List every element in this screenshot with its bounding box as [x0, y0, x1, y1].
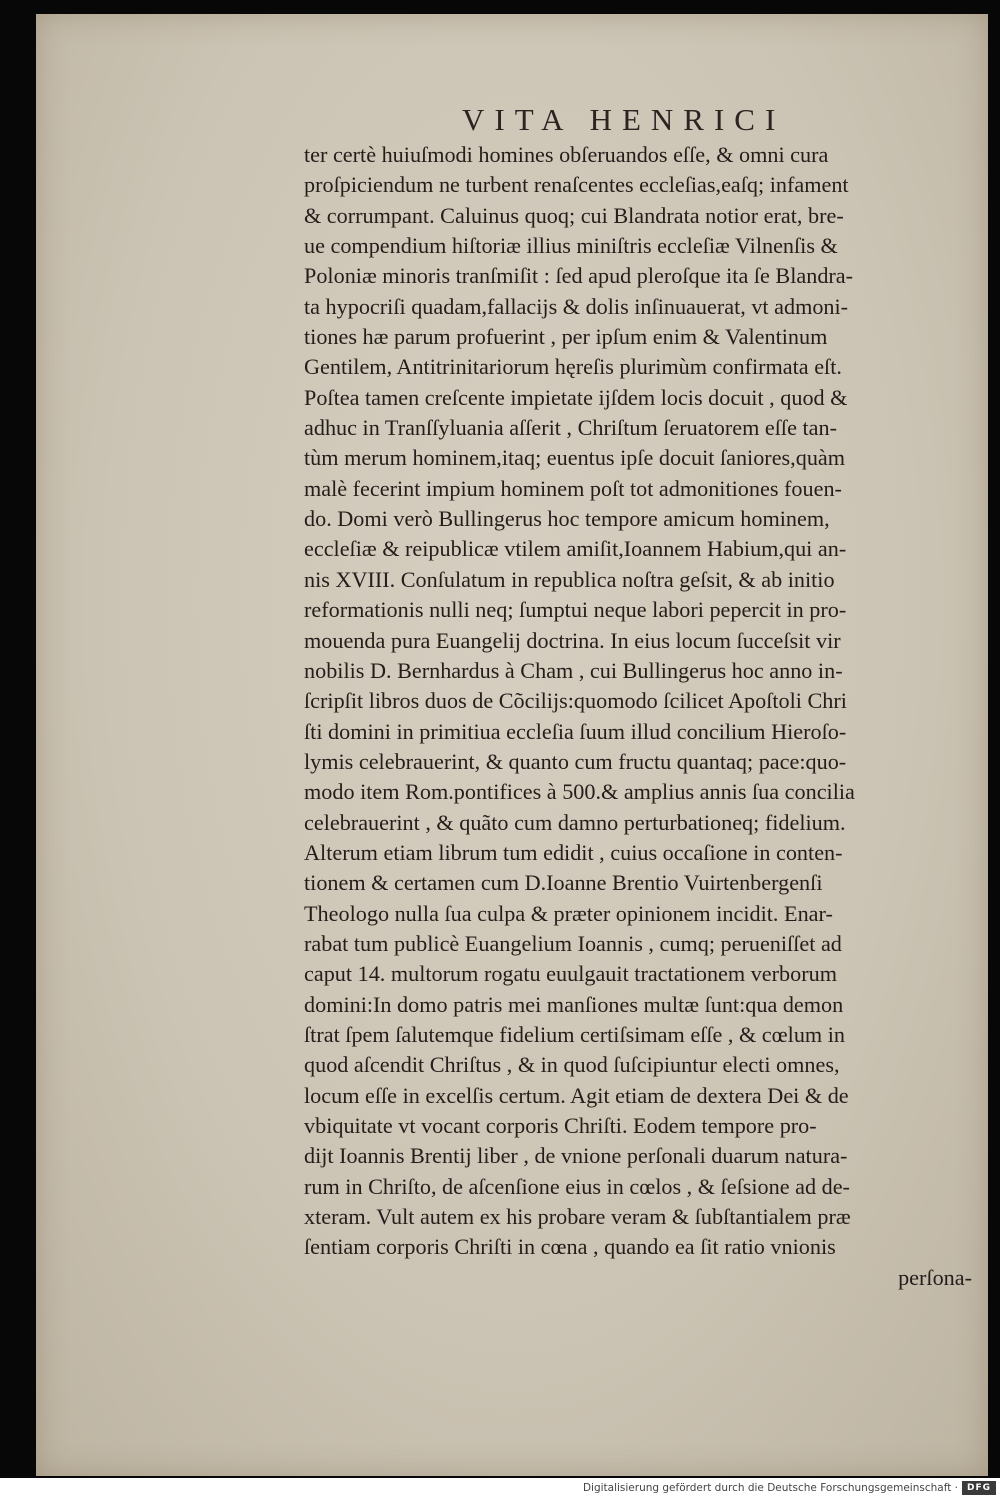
text-block [304, 140, 984, 1293]
text-line: nobilis D. Bernhardus à Cham , cui Bullingerus hoc anno in- [304, 657, 843, 683]
text-line: dijt Ioannis Brentij liber , de vnione perſonali duarum natura- [304, 1143, 848, 1169]
text-line: eccleſiæ & reipublicæ vtilem amiſit,Ioannem Habium,qui an- [304, 536, 847, 562]
digitization-footer [0, 1478, 1000, 1499]
text-line: domini:In domo patris mei manſiones multæ ſunt:qua demon [304, 991, 844, 1017]
text-line: quod aſcendit Chriſtus , & in quod ſuſcipiuntur electi omnes, [304, 1052, 840, 1078]
text-line: xteram. Vult autem ex his probare veram & ſubſtantialem præ [304, 1204, 851, 1230]
text-line: caput 14. multorum rogatu euulgauit tractationem verborum [304, 961, 837, 987]
footer-credit: Digitalisierung gefördert durch die Deutsche Forschungsgemeinschaft · [582, 1482, 958, 1494]
text-line: Poſtea tamen creſcente impietate ijſdem locis docuit , quod & [304, 384, 848, 410]
text-line: reformationis nulli neq; ſumptui neque labori pepercit in pro- [304, 597, 847, 623]
text-line: lymis celebrauerint, & quanto cum fructu quantaq; pace:quo- [304, 748, 847, 774]
text-line: ſtrat ſpem ſalutemque fidelium certiſsimam eſſe , & cœlum in [304, 1021, 845, 1047]
text-line: rabat tum publicè Euangelium Ioannis , cumq; perueniſſet ad [304, 930, 842, 956]
text-line: ue compendium hiſtoriæ illius miniſtris eccleſiæ Vilnenſis & [304, 233, 838, 259]
text-line: rum in Chriſto, de aſcenſione eius in cœlos , & ſeſsione ad de- [304, 1173, 850, 1199]
text-line: tionem & certamen cum D.Ioanne Brentio Vuirtenbergenſi [304, 870, 823, 896]
text-line: celebrauerint , & quãto cum damno perturbationeq; fidelium. [304, 809, 846, 835]
text-line: proſpiciendum ne turbent renaſcentes eccleſias,eaſq; infament [304, 172, 849, 198]
text-line: Theologo nulla ſua culpa & præter opinionem incidit. Enar- [304, 900, 833, 926]
running-head: VITA HENRICI [462, 102, 786, 137]
catchword: perſona- [898, 1264, 972, 1290]
text-line: vbiquitate vt vocant corporis Chriſti. Eodem tempore pro- [304, 1113, 817, 1138]
text-line: & corrumpant. Caluinus quoq; cui Blandrata notior erat, bre- [304, 202, 844, 228]
text-line: malè fecerint impium hominem poſt tot admonitiones fouen- [304, 475, 842, 501]
text-line: ta hypocriſi quadam,fallacijs & dolis inſinuauerat, vt admoni- [304, 293, 849, 319]
text-line: do. Domi verò Bullingerus hoc tempore amicum hominem, [304, 506, 830, 532]
text-line: ſcripſit libros duos de Cõcilijs:quomodo ſcilicet Apoſtoli Chri [304, 688, 847, 714]
text-line: locum eſſe in excelſis certum. Agit etiam de dextera Dei & de [304, 1082, 849, 1108]
text-line: nis XVIII. Conſulatum in republica noſtra geſsit, & ab initio [304, 566, 835, 592]
book-page [36, 14, 988, 1476]
text-line: Poloniæ minoris tranſmiſit : ſed apud pleroſque ita ſe Blandra- [304, 263, 854, 289]
text-line: Gentilem, Antitrinitariorum hęreſis plurimùm confirmata eſt. [304, 354, 842, 380]
text-line: modo item Rom.pontifices à 500.& amplius annis ſua concilia [304, 779, 855, 805]
text-line: Alterum etiam librum tum edidit , cuius occaſione in conten- [304, 839, 843, 865]
text-line: tiones hæ parum profuerint , per ipſum enim & Valentinum [304, 324, 828, 350]
dfg-logo: DFG [962, 1481, 996, 1495]
text-line: ſti domini in primitiua eccleſia ſuum illud concilium Hieroſo- [304, 718, 847, 744]
text-line: mouenda pura Euangelij doctrina. In eius locum ſucceſsit vir [304, 627, 841, 653]
text-line: adhuc in Tranſſyluania aſſerit , Chriſtum ſeruatorem eſſe tan- [304, 415, 837, 441]
text-line: ter certè huiuſmodi homines obſeruandos eſſe, & omni cura [304, 142, 829, 167]
text-line: tùm merum hominem,itaq; euentus ipſe docuit ſaniores,quàm [304, 445, 846, 471]
text-line: ſentiam corporis Chriſti in cœna , quando ea ſit ratio vnionis [304, 1234, 836, 1260]
